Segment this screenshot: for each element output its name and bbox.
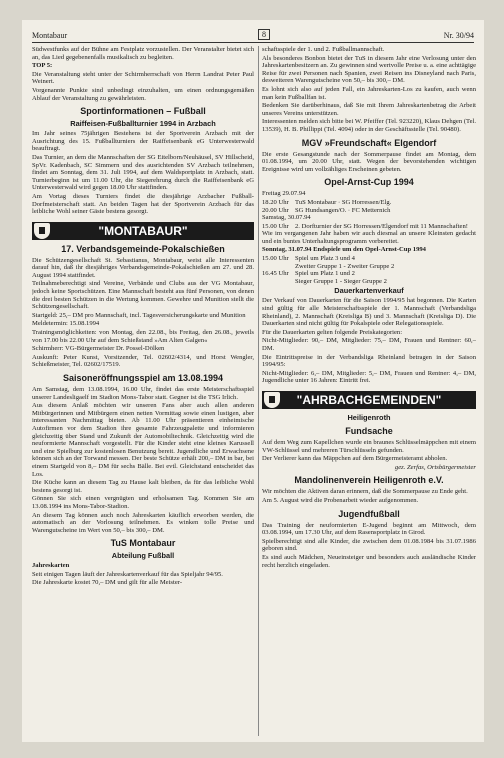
mandolin-title: Mandolinenverein Heiligenroth e.V. xyxy=(294,475,444,486)
article-paragraph: Die Eintrittspreise in der Verbandsliga Rheinland betragen in der Saison 1994/95: xyxy=(262,353,476,369)
banner-label: "AHRBACHGEMEINDEN" xyxy=(296,392,442,407)
article-paragraph: Schirmherr: VG-Bürgermeister Dr. Possel-Dölken xyxy=(32,345,165,353)
running-header xyxy=(32,30,474,43)
article-paragraph: Die erste Gesangstunde nach der Sommerpause findet am Montag, dem 01.08.1994, um 20.00 Uhr, statt. Wegen der bevorstehenden wichtigen Ereignisse wird um vollzähliges Erscheinen gebeten. xyxy=(262,150,476,173)
schedule-time: 15.00 Uhr xyxy=(262,222,289,230)
signature: gez. Zerfas, Ortsbürgermeister xyxy=(394,463,476,471)
article-paragraph: Bedenken Sie darüberhinaus, daß Sie mit Ihrem Jahreskartenbetrag die Arbeit unseres Vereins unterstützen. xyxy=(262,102,476,117)
article-paragraph: Im Jahr seines 75jährigen Bestehens ist der Sportverein Arzbach mit der Ausrichtung des 15. Fußballturniers der Raiffeisenbank eG Unterwesterwald beauftragt. xyxy=(32,130,254,153)
article-paragraph: Nicht-Mitglieder: 6,– DM, Mitglieder: 5,– DM, Frauen und Rentner: 4,– DM, Jugendliche unter 16 Jahren: Eintritt frei. xyxy=(262,369,476,385)
article-paragraph: schaftsspiele der 1. und 2. Fußballmannschaft. xyxy=(262,46,385,53)
article-paragraph: Startgeld: 25,– DM pro Mannschaft, incl. Tagesversicherungskarte und Munition xyxy=(32,311,246,319)
schedule-time: 15.00 Uhr xyxy=(262,255,289,263)
schedule-list xyxy=(262,223,476,231)
tus-heading: Jahreskarten xyxy=(32,562,70,570)
sportinfo-title: Sportinformationen – Fußball xyxy=(80,106,206,117)
article-paragraph: Auf dem Weg zum Kapellchen wurde ein braunes Schlüsselmäppchen mit einem VW-Schlüssel und mehreren Türschlüsseln gefunden. xyxy=(262,438,476,454)
article-paragraph: Es lohnt sich also auf jeden Fall, ein Jahreskarten-Los zu kaufen, auch wenn man kein Fußballfan ist. xyxy=(262,85,476,101)
newspaper-page xyxy=(22,20,484,742)
fundsache-title: Fundsache xyxy=(345,425,393,436)
schedule-time: 20.00 Uhr xyxy=(262,206,289,214)
article-paragraph: Interessenten melden sich bitte bei W. Pfeiffer (Tel. 923220), Klaus Dehgen (Tel. 13539), H. B. Phillippi (Tel. 4094) oder in der Geschäftsstelle (Tel. 90480). xyxy=(262,118,476,133)
section-banner-montabaur xyxy=(32,222,254,240)
opel-subheading: Dauerkartenverkauf xyxy=(334,286,404,296)
schedule-match: TuS Montabaur · SG Horressen/Elg. xyxy=(295,198,392,206)
place-heading: Heiligenroth xyxy=(347,412,391,422)
page-number: 8 xyxy=(258,29,270,40)
coat-of-arms-icon xyxy=(34,223,50,239)
saison-title: Saisoneröffnungsspiel am 13.08.1994 xyxy=(62,373,224,383)
schedule-day: Samstag, 30.07.94 xyxy=(262,214,311,222)
article-paragraph: Am Vortag dieses Turniers findet die diesjährige Arzbacher Fußball-Dorfmeisterschaft statt. An beiden Tagen hat der Sportverein Arzbach für das leibliche Wohl seiner Gäste bestens gesorgt. xyxy=(32,192,254,216)
article-paragraph: Das Training der neuformierten E-Jugend beginnt am Mittwoch, dem 03.08.1994, um 17.30 Uhr, auf dem Rasensportplatz in Girod. xyxy=(262,521,476,537)
schedule-match: Spiel um Platz 1 und 2 xyxy=(295,270,355,278)
schedule-time: 16.45 Uhr xyxy=(262,270,289,278)
pokal-title: 17. Verbandsgemeinde-Pokalschießen xyxy=(61,243,225,254)
schedule-list xyxy=(262,199,476,214)
tus-title: TuS Montabaur xyxy=(110,538,176,549)
right-column xyxy=(262,46,476,736)
article-paragraph: Als besonderes Bonbon bietet der TuS in diesem Jahr eine Verlosung unter den Jahreskartenbesitzern an. Zu gewinnen sind wertvolle Preise u. a. eine achttägige Reise für zwei Personen nach Spanien, zwei Reisen ins Disneyland nach Paris, desweiteren Warengutscheine von 50,– bis 300,– DM. xyxy=(262,54,476,85)
article-paragraph: Für die Dauerkarten gelten folgende Preiskategorien: xyxy=(262,328,403,336)
tus-subtitle: Abteilung Fußball xyxy=(111,551,175,561)
article-paragraph: Aus diesem Anlaß möchten wir unseren Fans aber auch allen anderen Mitbürgerinnen und Mitbürgern einen netten Vormittag sowie einen lustigen, aber interessanten Nachmittag bieten. Ab 11.00 Uhr präsentieren einheimische Autofirmen vor dem Stadion ihre gesamte Fahrzeugpalette und informieren gleichzeitig über Stand und Zukunft der Automobiltechnik. Gleichzeitig wird die neuformierte Mannschaft vorgestellt. Für die Kinder steht eine kleines Karussell und eine Spielburg zur kostenlosen Benutzung bereit. Jugendliche und Erwachsene können sich an der Torwand messen. Der beste Schütze erhält 200,– DM in bar, bei einem Startgeld von 8,– DM für sechs Bälle. Bei evtl. Gleichstand entscheidet das Los. xyxy=(32,402,254,478)
article-paragraph: Meldetermin: 15.08.1994 xyxy=(32,320,100,328)
schedule-time: 18.20 Uhr xyxy=(262,198,289,206)
jugend-title: Jugendfußball xyxy=(338,508,400,519)
intro-paragraph: TOP 5: xyxy=(32,62,53,70)
intro-paragraph: Südwestfunks auf der Bühne am Festplatz vorzustellen. Der Veranstalter bietet sich an, das Lied gegebenenfalls musikalisch zu begleiten. xyxy=(32,46,254,61)
schedule-list xyxy=(262,255,476,285)
article-paragraph: Gönnen Sie sich einen vergnügten und erholsamen Tag. Kommen Sie am 13.08.1994 ins Mons-Tabor-Stadion. xyxy=(32,495,254,510)
article-paragraph: An diesem Tag können auch noch Jahreskarten käuflich erworben werden, die automatisch an der Vorlosung teilnehmen. Es winken tolle Preise und Warengutscheine im Wert von 50,– bis 300,– DM. xyxy=(32,511,254,534)
header-town: Montabaur xyxy=(32,31,68,40)
schedule-day: Sonntag, 31.07.94 Endspiele um den Opel-Arnst-Cup 1994 xyxy=(262,246,426,254)
article-paragraph: Seit einigen Tagen läuft der Jahreskartenverkauf für das Spieljahr 94/95. xyxy=(32,570,223,578)
article-paragraph: Die Küche kann an diesem Tag zu Hause kalt bleiben, da für das leibliche Wohl bestens gesorgt ist. xyxy=(32,479,254,494)
article-paragraph: Teilnahmeberechtigt sind Vereine, Verbände und Clubs aus der VG Montabaur, jedoch keine Sportschützen. Eine Mannschaft besteht aus fünf Personen, von denen die drei besten Schützen in die Wertung kommen. Gewehre und Munition stellt die Schützengesellschaft. xyxy=(32,280,254,311)
mgv-title: MGV »Freundschaft« Elgendorf xyxy=(301,137,437,148)
article-paragraph: Der Verkauf von Dauerkarten für die Saison 1994/95 hat begonnen. Die Karten sind gültig für alle Meisterschaftsspiele der 1. Mannschaft (Verbandsliga Rheinland), 2. Mannschaft (Kreisliga B) und 3. Mannschaft (Kreisliga D). Die Dauerkarten sind nicht gültig für Pokalspiele oder Relegationsspiele. xyxy=(262,297,476,328)
coat-of-arms-icon xyxy=(264,392,280,408)
article-paragraph: Trainingsmöglichkeiten: von Montag, den 22.08., bis Freitag, den 26.08., jeweils von 17.00 bis 22.00 Uhr auf dem Schießstand »Am Alten Galgen« xyxy=(32,329,254,344)
article-paragraph: Nicht-Mitglieder: 90,– DM, Mitglieder: 75,– DM, Frauen und Rentner: 60,– DM. xyxy=(262,337,476,352)
article-paragraph: Die Schützengesellschaft St. Sebastianus, Montabaur, weist alle Interessenten darauf hin, daß ihr diesjähriges Verbandsgemeinde-Pokalschießen am 27. und 28. August 1994 stattfindet. xyxy=(32,256,254,279)
article-paragraph: Am Samstag, dem 13.08.1994, 16.00 Uhr, findet das erste Meisterschaftsspiel unserer Landesligaelf im Stadion Mons-Tabor statt. Gegner ist die TSG Irlich. xyxy=(32,386,254,401)
column-divider xyxy=(258,46,259,736)
article-paragraph: Die Jahreskarte kostet 70,– DM und gilt für alle Meister- xyxy=(32,579,183,587)
opel-title: Opel-Arnst-Cup 1994 xyxy=(324,177,414,188)
article-paragraph: Am 5. August wird die Probenarbeit wieder aufgenommen. xyxy=(262,496,419,504)
sportinfo-subtitle: Raiffeisen-Fußballturnier 1994 in Arzbach xyxy=(70,119,216,129)
banner-label: "MONTABAUR" xyxy=(98,223,188,238)
article-paragraph: Wir möchten die Aktiven daran erinnern, daß die Sommerpause zu Ende geht. xyxy=(262,488,468,496)
article-paragraph: Auskunft: Peter Kunst, Vorsitzender, Tel. 02602/4314, und Horst Wengler, Schießmeister, Tel. 02602/17519. xyxy=(32,353,254,369)
schedule-match: SG Hundsangen/O. · FC Metternich xyxy=(295,206,391,214)
schedule-match: Sieger Gruppe 1 - Sieger Gruppe 2 xyxy=(295,277,387,285)
schedule-match: Spiel um Platz 3 und 4 xyxy=(295,255,355,263)
issue-number: Nr. 30/94 xyxy=(443,31,474,40)
schedule-time xyxy=(262,278,292,286)
left-column xyxy=(32,46,254,736)
intro-paragraph: Die Veranstaltung steht unter der Schirmherrschaft von Herrn Landrat Peter Paul Weinert. xyxy=(32,70,254,86)
article-paragraph: Der Verlierer kann das Mäppchen auf dem Bürgermeisteramt abholen. xyxy=(262,455,448,463)
article-paragraph: Wie im vergangenen Jahr haben wir auch diesmal an unsere Kleinsten gedacht und ein buntes Unterhaltungsprogramm vorbereitet. xyxy=(262,230,476,245)
article-paragraph: Das Turnier, an dem die Mannschaften der SG Eitelborn/Neuhäusel, SV Hillscheid, SpVr. Kadenbach, SC Simmern und des ausrichtenden SV Arzbach teilnehmen, findet am Sonntag, dem 31. Juli 1994, auf dem Waldsportplatz in Arzbach, statt. Turnierbeginn ist um 11.00 Uhr, die Siegerehrung durch die Raiffeisenbank eG Unterwesterwald wird gegen 18.00 Uhr stattfinden. xyxy=(32,153,254,192)
schedule-time xyxy=(262,263,292,271)
article-paragraph: Es sind auch Mädchen, Neueinsteiger und besonders auch ausländische Kinder recht herzlich eingeladen. xyxy=(262,553,476,569)
schedule-day: Freitag 29.07.94 xyxy=(262,190,306,198)
intro-paragraph: Vorgenannte Punkte sind unbedingt einzuhalten, um einen ordnungsgemäßen Ablauf der Veranstaltung zu gewährleisten. xyxy=(32,86,254,102)
schedule-match: 2. Dorfturnier der SG Horressen/Elgendorf mit 11 Mannschaften! xyxy=(295,222,468,230)
schedule-match: Zweiter Gruppe 1 - Zweiter Gruppe 2 xyxy=(295,262,395,270)
article-paragraph: Spielberechtigt sind alle Kinder, die zwischen dem 01.08.1984 bis 31.07.1986 geboren sind. xyxy=(262,537,476,553)
section-banner-ahrbach xyxy=(262,391,476,409)
